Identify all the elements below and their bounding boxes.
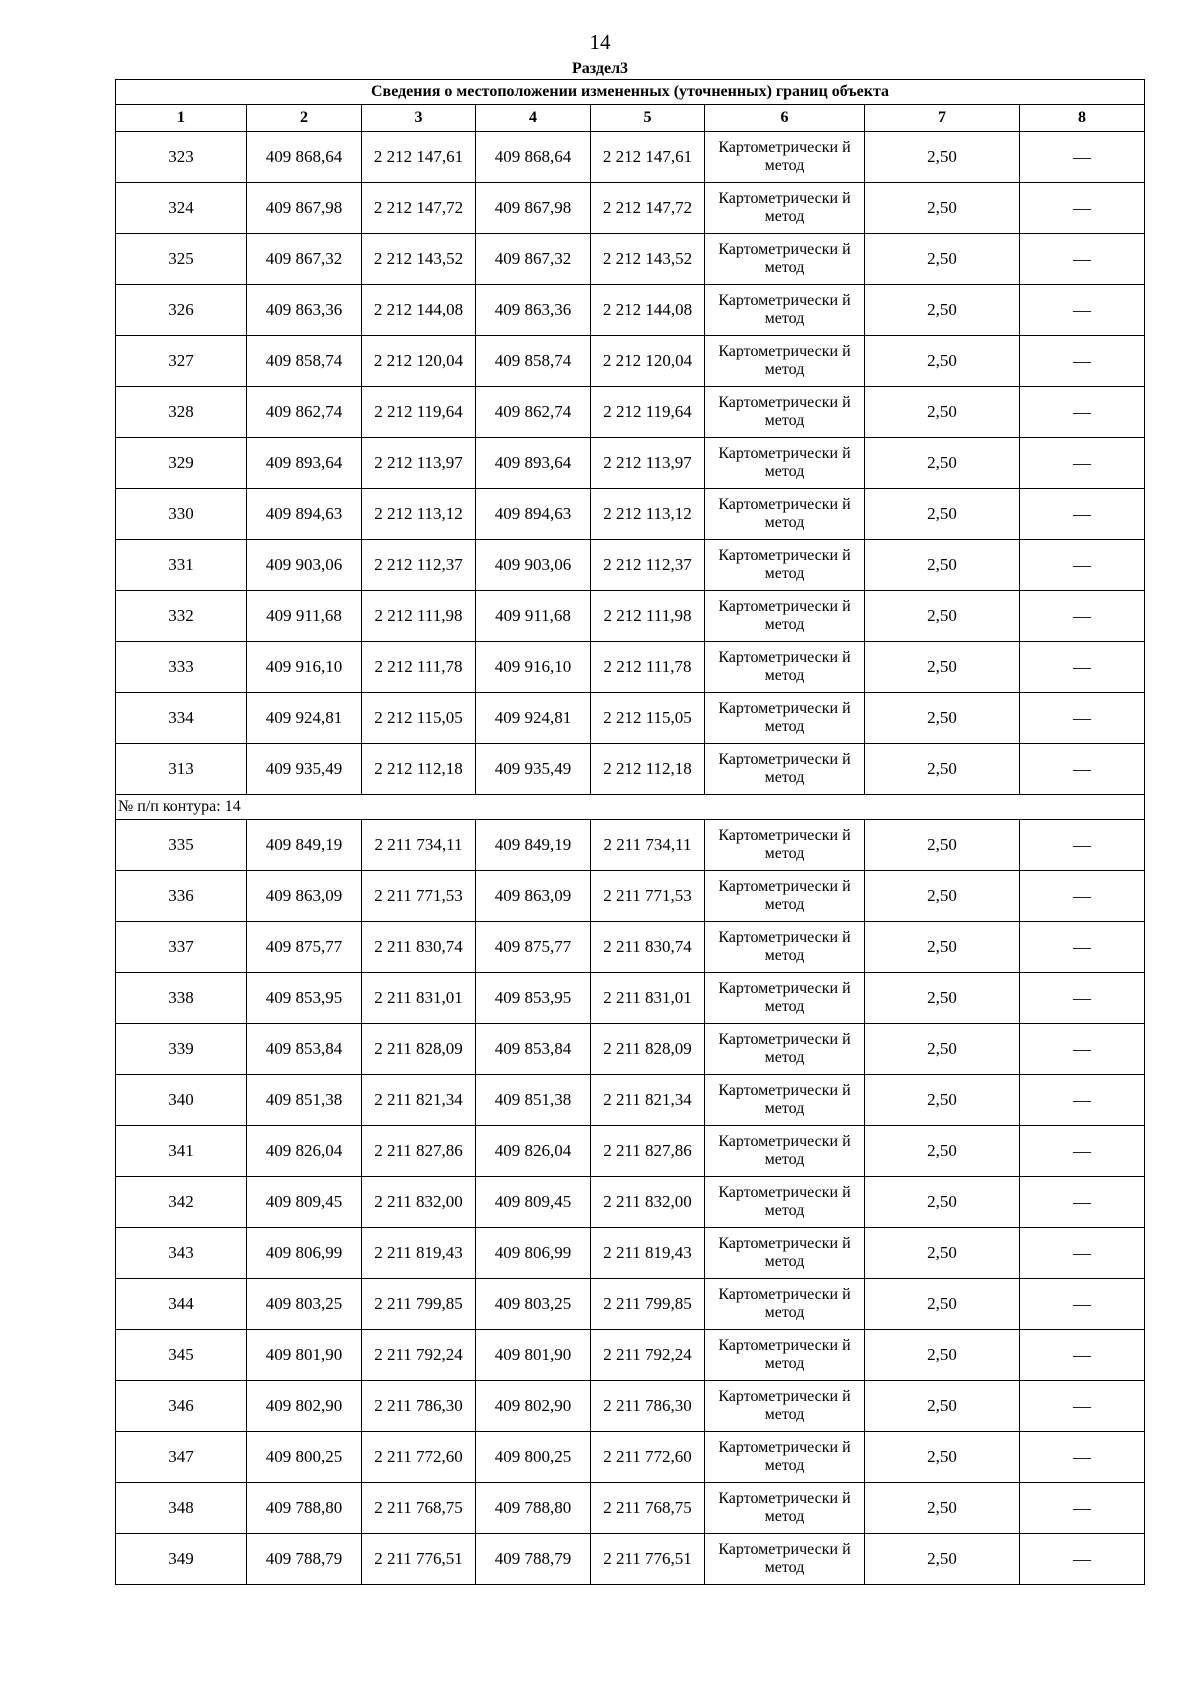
description-cell: — — [1020, 1483, 1145, 1534]
x-old-cell: 409 868,64 — [247, 132, 362, 183]
y-new-cell: 2 212 119,64 — [591, 387, 705, 438]
x-old-cell: 409 853,95 — [247, 973, 362, 1024]
table-row — [116, 1432, 1145, 1483]
point-number-cell: 328 — [116, 387, 247, 438]
column-number: 2 — [247, 105, 362, 132]
y-new-cell: 2 211 831,01 — [591, 973, 705, 1024]
x-old-cell: 409 788,80 — [247, 1483, 362, 1534]
accuracy-cell: 2,50 — [865, 489, 1020, 540]
x-old-cell: 409 806,99 — [247, 1228, 362, 1279]
y-new-cell: 2 211 786,30 — [591, 1381, 705, 1432]
table-row — [116, 1483, 1145, 1534]
table-row — [116, 1024, 1145, 1075]
accuracy-cell: 2,50 — [865, 871, 1020, 922]
method-cell: Картометрически й метод — [705, 642, 865, 693]
description-cell: — — [1020, 744, 1145, 795]
description-cell: — — [1020, 387, 1145, 438]
method-cell: Картометрически й метод — [705, 973, 865, 1024]
y-old-cell: 2 211 821,34 — [362, 1075, 476, 1126]
point-number-cell: 343 — [116, 1228, 247, 1279]
method-cell: Картометрически й метод — [705, 540, 865, 591]
point-number-cell: 349 — [116, 1534, 247, 1585]
column-number: 7 — [865, 105, 1020, 132]
table-row — [116, 132, 1145, 183]
x-new-cell: 409 802,90 — [476, 1381, 591, 1432]
x-old-cell: 409 903,06 — [247, 540, 362, 591]
y-old-cell: 2 211 828,09 — [362, 1024, 476, 1075]
x-new-cell: 409 826,04 — [476, 1126, 591, 1177]
method-cell: Картометрически й метод — [705, 591, 865, 642]
table-caption: Сведения о местоположении измененных (уточненных) границ объекта — [116, 80, 1145, 105]
description-cell: — — [1020, 234, 1145, 285]
accuracy-cell: 2,50 — [865, 642, 1020, 693]
x-new-cell: 409 800,25 — [476, 1432, 591, 1483]
x-new-cell: 409 867,32 — [476, 234, 591, 285]
y-new-cell: 2 212 112,18 — [591, 744, 705, 795]
table-row — [116, 1126, 1145, 1177]
accuracy-cell: 2,50 — [865, 1024, 1020, 1075]
x-new-cell: 409 788,80 — [476, 1483, 591, 1534]
y-new-cell: 2 211 771,53 — [591, 871, 705, 922]
x-old-cell: 409 863,36 — [247, 285, 362, 336]
point-number-cell: 345 — [116, 1330, 247, 1381]
description-cell: — — [1020, 540, 1145, 591]
x-old-cell: 409 849,19 — [247, 820, 362, 871]
description-cell: — — [1020, 973, 1145, 1024]
x-old-cell: 409 875,77 — [247, 922, 362, 973]
y-old-cell: 2 211 819,43 — [362, 1228, 476, 1279]
x-new-cell: 409 863,36 — [476, 285, 591, 336]
table-row — [116, 1279, 1145, 1330]
table-row — [116, 234, 1145, 285]
x-old-cell: 409 935,49 — [247, 744, 362, 795]
description-cell: — — [1020, 1330, 1145, 1381]
y-old-cell: 2 211 830,74 — [362, 922, 476, 973]
x-old-cell: 409 916,10 — [247, 642, 362, 693]
x-new-cell: 409 894,63 — [476, 489, 591, 540]
table-row — [116, 387, 1145, 438]
method-cell: Картометрически й метод — [705, 1432, 865, 1483]
method-cell: Картометрически й метод — [705, 336, 865, 387]
accuracy-cell: 2,50 — [865, 922, 1020, 973]
x-new-cell: 409 863,09 — [476, 871, 591, 922]
y-new-cell: 2 211 799,85 — [591, 1279, 705, 1330]
y-old-cell: 2 212 113,12 — [362, 489, 476, 540]
x-new-cell: 409 809,45 — [476, 1177, 591, 1228]
accuracy-cell: 2,50 — [865, 693, 1020, 744]
accuracy-cell: 2,50 — [865, 285, 1020, 336]
column-number: 1 — [116, 105, 247, 132]
y-new-cell: 2 211 832,00 — [591, 1177, 705, 1228]
method-cell: Картометрически й метод — [705, 387, 865, 438]
point-number-cell: 340 — [116, 1075, 247, 1126]
y-old-cell: 2 212 119,64 — [362, 387, 476, 438]
x-old-cell: 409 851,38 — [247, 1075, 362, 1126]
method-cell: Картометрически й метод — [705, 1177, 865, 1228]
x-old-cell: 409 867,98 — [247, 183, 362, 234]
contour-label: № п/п контура: 14 — [116, 795, 1145, 820]
x-old-cell: 409 858,74 — [247, 336, 362, 387]
point-number-cell: 344 — [116, 1279, 247, 1330]
description-cell: — — [1020, 591, 1145, 642]
accuracy-cell: 2,50 — [865, 1483, 1020, 1534]
point-number-cell: 348 — [116, 1483, 247, 1534]
point-number-cell: 324 — [116, 183, 247, 234]
point-number-cell: 326 — [116, 285, 247, 336]
x-new-cell: 409 911,68 — [476, 591, 591, 642]
method-cell: Картометрически й метод — [705, 438, 865, 489]
point-number-cell: 325 — [116, 234, 247, 285]
accuracy-cell: 2,50 — [865, 387, 1020, 438]
method-cell: Картометрически й метод — [705, 489, 865, 540]
method-cell: Картометрически й метод — [705, 1330, 865, 1381]
accuracy-cell: 2,50 — [865, 1432, 1020, 1483]
table-row — [116, 744, 1145, 795]
description-cell: — — [1020, 1432, 1145, 1483]
description-cell: — — [1020, 642, 1145, 693]
y-old-cell: 2 211 734,11 — [362, 820, 476, 871]
point-number-cell: 347 — [116, 1432, 247, 1483]
table-row — [116, 336, 1145, 387]
y-new-cell: 2 211 819,43 — [591, 1228, 705, 1279]
table-row — [116, 973, 1145, 1024]
method-cell: Картометрически й метод — [705, 820, 865, 871]
y-old-cell: 2 212 112,18 — [362, 744, 476, 795]
description-cell: — — [1020, 285, 1145, 336]
y-new-cell: 2 212 111,78 — [591, 642, 705, 693]
point-number-cell: 346 — [116, 1381, 247, 1432]
y-old-cell: 2 211 768,75 — [362, 1483, 476, 1534]
method-cell: Картометрически й метод — [705, 132, 865, 183]
point-number-cell: 327 — [116, 336, 247, 387]
y-new-cell: 2 212 112,37 — [591, 540, 705, 591]
y-new-cell: 2 211 821,34 — [591, 1075, 705, 1126]
x-new-cell: 409 849,19 — [476, 820, 591, 871]
accuracy-cell: 2,50 — [865, 1228, 1020, 1279]
method-cell: Картометрически й метод — [705, 744, 865, 795]
y-old-cell: 2 211 776,51 — [362, 1534, 476, 1585]
table-row — [116, 1228, 1145, 1279]
y-new-cell: 2 212 111,98 — [591, 591, 705, 642]
point-number-cell: 341 — [116, 1126, 247, 1177]
y-new-cell: 2 211 827,86 — [591, 1126, 705, 1177]
x-new-cell: 409 868,64 — [476, 132, 591, 183]
x-new-cell: 409 867,98 — [476, 183, 591, 234]
y-old-cell: 2 212 112,37 — [362, 540, 476, 591]
table-row — [116, 693, 1145, 744]
x-new-cell: 409 806,99 — [476, 1228, 591, 1279]
y-new-cell: 2 211 734,11 — [591, 820, 705, 871]
table-caption-row — [116, 80, 1145, 105]
y-new-cell: 2 212 115,05 — [591, 693, 705, 744]
y-new-cell: 2 212 120,04 — [591, 336, 705, 387]
y-old-cell: 2 212 120,04 — [362, 336, 476, 387]
x-old-cell: 409 893,64 — [247, 438, 362, 489]
x-new-cell: 409 935,49 — [476, 744, 591, 795]
table-row — [116, 922, 1145, 973]
y-new-cell: 2 212 143,52 — [591, 234, 705, 285]
point-number-cell: 335 — [116, 820, 247, 871]
x-old-cell: 409 802,90 — [247, 1381, 362, 1432]
accuracy-cell: 2,50 — [865, 183, 1020, 234]
point-number-cell: 313 — [116, 744, 247, 795]
table-row — [116, 438, 1145, 489]
x-old-cell: 409 924,81 — [247, 693, 362, 744]
description-cell: — — [1020, 1024, 1145, 1075]
y-new-cell: 2 212 113,97 — [591, 438, 705, 489]
x-new-cell: 409 853,95 — [476, 973, 591, 1024]
method-cell: Картометрически й метод — [705, 1381, 865, 1432]
y-new-cell: 2 211 828,09 — [591, 1024, 705, 1075]
x-new-cell: 409 858,74 — [476, 336, 591, 387]
accuracy-cell: 2,50 — [865, 1126, 1020, 1177]
y-new-cell: 2 211 772,60 — [591, 1432, 705, 1483]
page-number: 14 — [589, 30, 611, 54]
y-old-cell: 2 211 792,24 — [362, 1330, 476, 1381]
x-new-cell: 409 903,06 — [476, 540, 591, 591]
accuracy-cell: 2,50 — [865, 336, 1020, 387]
table-row — [116, 540, 1145, 591]
column-number: 3 — [362, 105, 476, 132]
y-old-cell: 2 211 771,53 — [362, 871, 476, 922]
x-old-cell: 409 894,63 — [247, 489, 362, 540]
accuracy-cell: 2,50 — [865, 591, 1020, 642]
x-old-cell: 409 826,04 — [247, 1126, 362, 1177]
x-old-cell: 409 867,32 — [247, 234, 362, 285]
accuracy-cell: 2,50 — [865, 1381, 1020, 1432]
x-new-cell: 409 862,74 — [476, 387, 591, 438]
point-number-cell: 336 — [116, 871, 247, 922]
x-new-cell: 409 788,79 — [476, 1534, 591, 1585]
x-old-cell: 409 809,45 — [247, 1177, 362, 1228]
accuracy-cell: 2,50 — [865, 1534, 1020, 1585]
y-old-cell: 2 212 111,98 — [362, 591, 476, 642]
description-cell: — — [1020, 1177, 1145, 1228]
description-cell: — — [1020, 438, 1145, 489]
point-number-cell: 339 — [116, 1024, 247, 1075]
y-new-cell: 2 212 113,12 — [591, 489, 705, 540]
y-old-cell: 2 212 144,08 — [362, 285, 476, 336]
y-old-cell: 2 212 111,78 — [362, 642, 476, 693]
table-row — [116, 591, 1145, 642]
y-new-cell: 2 211 776,51 — [591, 1534, 705, 1585]
method-cell: Картометрически й метод — [705, 922, 865, 973]
point-number-cell: 329 — [116, 438, 247, 489]
accuracy-cell: 2,50 — [865, 744, 1020, 795]
point-number-cell: 342 — [116, 1177, 247, 1228]
point-number-cell: 331 — [116, 540, 247, 591]
point-number-cell: 333 — [116, 642, 247, 693]
y-old-cell: 2 211 827,86 — [362, 1126, 476, 1177]
description-cell: — — [1020, 820, 1145, 871]
method-cell: Картометрически й метод — [705, 1279, 865, 1330]
method-cell: Картометрически й метод — [705, 1483, 865, 1534]
x-old-cell: 409 853,84 — [247, 1024, 362, 1075]
table-row — [116, 489, 1145, 540]
point-number-cell: 323 — [116, 132, 247, 183]
y-old-cell: 2 212 143,52 — [362, 234, 476, 285]
y-new-cell: 2 211 792,24 — [591, 1330, 705, 1381]
x-old-cell: 409 801,90 — [247, 1330, 362, 1381]
description-cell: — — [1020, 871, 1145, 922]
description-cell: — — [1020, 1228, 1145, 1279]
description-cell: — — [1020, 132, 1145, 183]
accuracy-cell: 2,50 — [865, 820, 1020, 871]
y-new-cell: 2 212 147,61 — [591, 132, 705, 183]
column-number-row — [116, 105, 1145, 132]
y-new-cell: 2 211 830,74 — [591, 922, 705, 973]
x-old-cell: 409 863,09 — [247, 871, 362, 922]
table-row — [116, 871, 1145, 922]
point-number-cell: 337 — [116, 922, 247, 973]
table-row — [116, 1534, 1145, 1585]
y-new-cell: 2 212 147,72 — [591, 183, 705, 234]
point-number-cell: 338 — [116, 973, 247, 1024]
x-new-cell: 409 801,90 — [476, 1330, 591, 1381]
y-new-cell: 2 212 144,08 — [591, 285, 705, 336]
point-number-cell: 330 — [116, 489, 247, 540]
y-old-cell: 2 212 115,05 — [362, 693, 476, 744]
boundary-coordinates-table — [115, 79, 1145, 1585]
accuracy-cell: 2,50 — [865, 1330, 1020, 1381]
accuracy-cell: 2,50 — [865, 438, 1020, 489]
method-cell: Картометрически й метод — [705, 1228, 865, 1279]
method-cell: Картометрически й метод — [705, 1126, 865, 1177]
description-cell: — — [1020, 1381, 1145, 1432]
method-cell: Картометрически й метод — [705, 1534, 865, 1585]
section-title: Раздел3 — [571, 60, 629, 77]
y-old-cell: 2 211 799,85 — [362, 1279, 476, 1330]
y-old-cell: 2 212 113,97 — [362, 438, 476, 489]
x-new-cell: 409 893,64 — [476, 438, 591, 489]
description-cell: — — [1020, 1126, 1145, 1177]
description-cell: — — [1020, 489, 1145, 540]
column-number: 8 — [1020, 105, 1145, 132]
accuracy-cell: 2,50 — [865, 1177, 1020, 1228]
point-number-cell: 332 — [116, 591, 247, 642]
x-old-cell: 409 803,25 — [247, 1279, 362, 1330]
y-old-cell: 2 211 831,01 — [362, 973, 476, 1024]
y-old-cell: 2 211 786,30 — [362, 1381, 476, 1432]
table-row — [116, 820, 1145, 871]
method-cell: Картометрически й метод — [705, 1075, 865, 1126]
x-new-cell: 409 853,84 — [476, 1024, 591, 1075]
accuracy-cell: 2,50 — [865, 234, 1020, 285]
method-cell: Картометрически й метод — [705, 285, 865, 336]
description-cell: — — [1020, 1279, 1145, 1330]
y-old-cell: 2 211 772,60 — [362, 1432, 476, 1483]
x-new-cell: 409 924,81 — [476, 693, 591, 744]
y-old-cell: 2 211 832,00 — [362, 1177, 476, 1228]
accuracy-cell: 2,50 — [865, 1279, 1020, 1330]
method-cell: Картометрически й метод — [705, 234, 865, 285]
column-number: 6 — [705, 105, 865, 132]
x-new-cell: 409 916,10 — [476, 642, 591, 693]
description-cell: — — [1020, 336, 1145, 387]
table-row — [116, 1177, 1145, 1228]
method-cell: Картометрически й метод — [705, 1024, 865, 1075]
accuracy-cell: 2,50 — [865, 540, 1020, 591]
method-cell: Картометрически й метод — [705, 693, 865, 744]
method-cell: Картометрически й метод — [705, 871, 865, 922]
contour-label-row — [116, 795, 1145, 820]
accuracy-cell: 2,50 — [865, 1075, 1020, 1126]
x-new-cell: 409 851,38 — [476, 1075, 591, 1126]
point-number-cell: 334 — [116, 693, 247, 744]
x-new-cell: 409 803,25 — [476, 1279, 591, 1330]
table-row — [116, 642, 1145, 693]
x-old-cell: 409 788,79 — [247, 1534, 362, 1585]
description-cell: — — [1020, 693, 1145, 744]
table-row — [116, 1330, 1145, 1381]
column-number: 5 — [591, 105, 705, 132]
x-old-cell: 409 800,25 — [247, 1432, 362, 1483]
x-old-cell: 409 862,74 — [247, 387, 362, 438]
description-cell: — — [1020, 922, 1145, 973]
table-row — [116, 1075, 1145, 1126]
table-row — [116, 183, 1145, 234]
column-number: 4 — [476, 105, 591, 132]
y-old-cell: 2 212 147,72 — [362, 183, 476, 234]
description-cell: — — [1020, 183, 1145, 234]
x-old-cell: 409 911,68 — [247, 591, 362, 642]
description-cell: — — [1020, 1075, 1145, 1126]
y-old-cell: 2 212 147,61 — [362, 132, 476, 183]
table-row — [116, 285, 1145, 336]
y-new-cell: 2 211 768,75 — [591, 1483, 705, 1534]
x-new-cell: 409 875,77 — [476, 922, 591, 973]
table-row — [116, 1381, 1145, 1432]
description-cell: — — [1020, 1534, 1145, 1585]
accuracy-cell: 2,50 — [865, 973, 1020, 1024]
accuracy-cell: 2,50 — [865, 132, 1020, 183]
method-cell: Картометрически й метод — [705, 183, 865, 234]
